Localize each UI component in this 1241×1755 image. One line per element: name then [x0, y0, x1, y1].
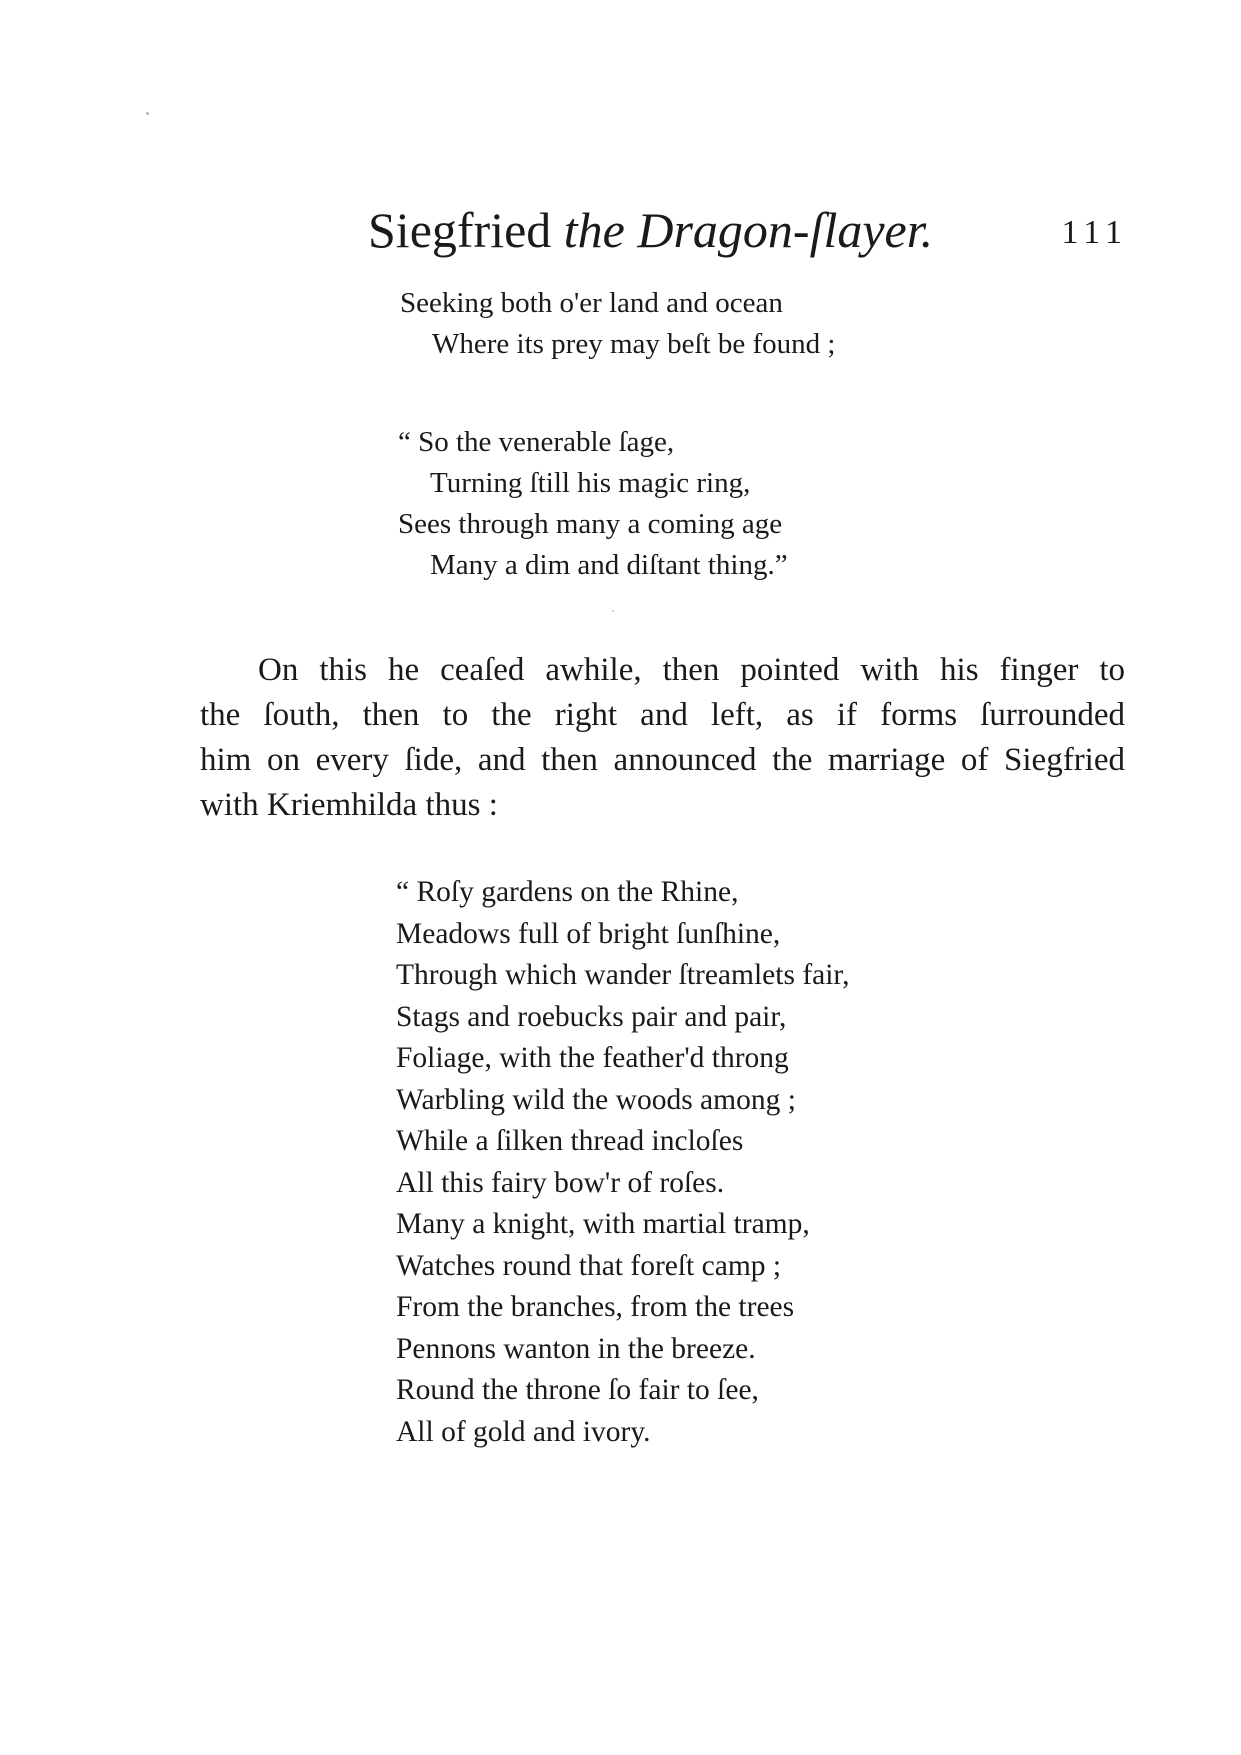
running-title — [368, 200, 933, 260]
verse-line: All this fairy bow'r of roſes. — [396, 1166, 725, 1199]
verse-stanza-2 — [398, 422, 788, 586]
prose-line: him on every ſide, and then announced the marriage of Siegfried — [200, 742, 1125, 778]
verse-line: Foliage, with the feather'd throng — [396, 1042, 789, 1074]
prose-paragraph — [200, 648, 1125, 828]
verse-line: Many a knight, with martial tramp, — [396, 1208, 810, 1240]
verse-line: Through which wander ſtreamlets fair, — [396, 959, 850, 991]
running-title-italic: the Dragon-ſlayer. — [563, 202, 934, 258]
prose-line: On this he ceaſed awhile, then pointed with his finger to — [258, 652, 1125, 688]
verse-line: Pennons wanton in the breeze. — [396, 1332, 756, 1365]
verse-line: From the branches, from the trees — [396, 1291, 795, 1323]
running-header — [368, 200, 1128, 270]
verse-line: Many a dim and diſtant thing.” — [430, 549, 788, 581]
verse-line: Stags and roebucks pair and pair, — [396, 1000, 787, 1033]
verse-line: Round the throne ſo fair to ſee, — [396, 1374, 759, 1406]
verse-line: All of gold and ivory. — [396, 1415, 651, 1448]
paper-speck — [612, 610, 614, 612]
prose-line: with Kriemhilda thus : — [200, 787, 498, 823]
verse-line: Where its prey may beſt be found ; — [432, 328, 836, 360]
verse-line: Warbling wild the woods among ; — [396, 1083, 796, 1116]
verse-line: “ Roſy gardens on the Rhine, — [396, 876, 739, 908]
running-title-plain: Siegfried — [368, 202, 552, 258]
verse-stanza-1 — [400, 283, 835, 365]
verse-line: Watches round that foreſt camp ; — [396, 1249, 782, 1282]
page-number: 111 — [1061, 214, 1128, 251]
verse-line: “ So the venerable ſage, — [398, 426, 675, 458]
verse-line: Turning ſtill his magic ring, — [430, 467, 751, 499]
verse-stanza-3 — [396, 872, 849, 1453]
verse-line: Meadows full of bright ſunſhine, — [396, 917, 781, 950]
paper-speck — [146, 112, 149, 115]
verse-line: Seeking both o'er land and ocean — [400, 287, 783, 319]
verse-line: Sees through many a coming age — [398, 508, 783, 540]
prose-line: the ſouth, then to the right and left, as if forms ſurrounded — [200, 697, 1125, 733]
verse-line: While a ſilken thread incloſes — [396, 1125, 744, 1157]
